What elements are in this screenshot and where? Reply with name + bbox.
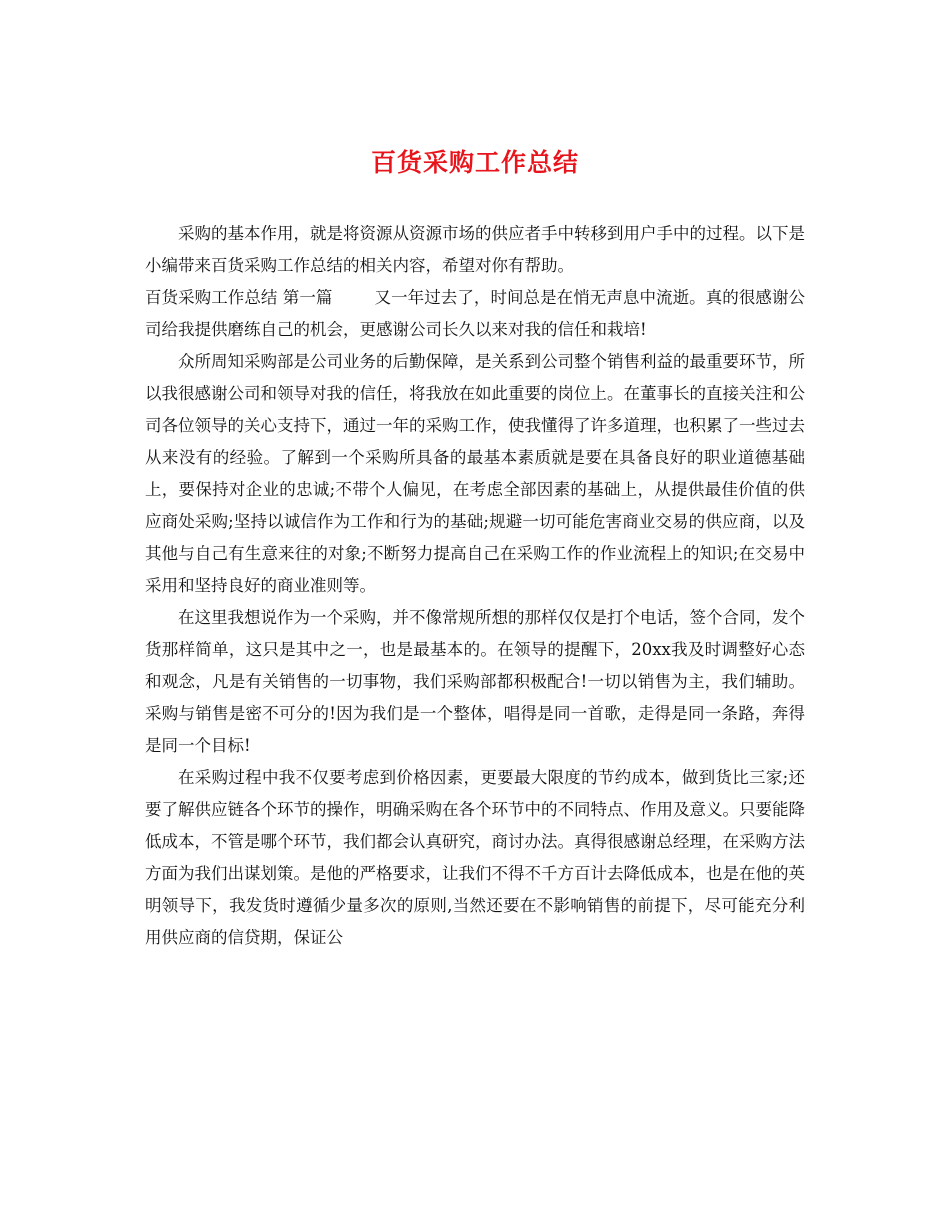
section-first-text: 又一年过去了，时间总是在悄无声息中流逝。真的很感谢公司给我提供磨练自己的机会，更感谢公司长久以来对我的信任和栽培! <box>145 288 806 339</box>
section-label: 百货采购工作总结 第一篇 <box>145 288 333 307</box>
paragraph-2: 众所周知采购部是公司业务的后勤保障，是关系到公司整个销售利益的最重要环节，所以我很感谢公司和领导对我的信任，将我放在如此重要的岗位上。在董事长的直接关注和公司各位领导的关心支持下，通过一年的采购工作，使我懂得了许多道理，也积累了一些过去从来没有的经验。了解到一个采购所具备的最基本素质就是要在具备良好的职业道德基础上，要保持对企业的忠诚;不带个人偏见，在考虑全部因素的基础上，从提供最佳价值的供应商处采购;坚持以诚信作为工作和行为的基础;规避一切可能危害商业交易的供应商，以及其他与自己有生意来往的对象;不断努力提高自己在采购工作的作业流程上的知识;在交易中采用和坚持良好的商业准则等。 <box>145 352 805 595</box>
paragraph-4: 在采购过程中我不仅要考虑到价格因素，更要最大限度的节约成本，做到货比三家;还要了解供应链各个环节的操作，明确采购在各个环节中的不同特点、作用及意义。只要能降低成本，不管是哪个环节，我们都会认真研究，商讨办法。真得很感谢总经理，在采购方法方面为我们出谋划策。是他的严格要求，让我们不得不千方百计去降低成本，也是在他的英明领导下，我发货时遵循少量多次的原则,当然还要在不影响销售的前提下，尽可能充分利用供应商的信贷期，保证公 <box>145 768 805 947</box>
paragraph-3: 在这里我想说作为一个采购，并不像常规所想的那样仅仅是打个电话，签个合同，发个货那样简单，这只是其中之一，也是最基本的。在领导的提醒下，20xx我及时调整好心态和观念，凡是有关销售的一切事物，我们采购部都积极配合!一切以销售为主，我们辅助。采购与销售是密不可分的!因为我们是一个整体，唱得是同一首歌，走得是同一条路，奔得是同一个目标! <box>145 608 805 755</box>
document-title: 百货采购工作总结 <box>370 148 579 177</box>
document-body <box>145 218 805 954</box>
paragraph-intro: 采购的基本作用，就是将资源从资源市场的供应者手中转移到用户手中的过程。以下是小编带来百货采购工作总结的相关内容，希望对你有帮助。 <box>145 224 805 275</box>
paragraph-section-one <box>145 282 805 346</box>
